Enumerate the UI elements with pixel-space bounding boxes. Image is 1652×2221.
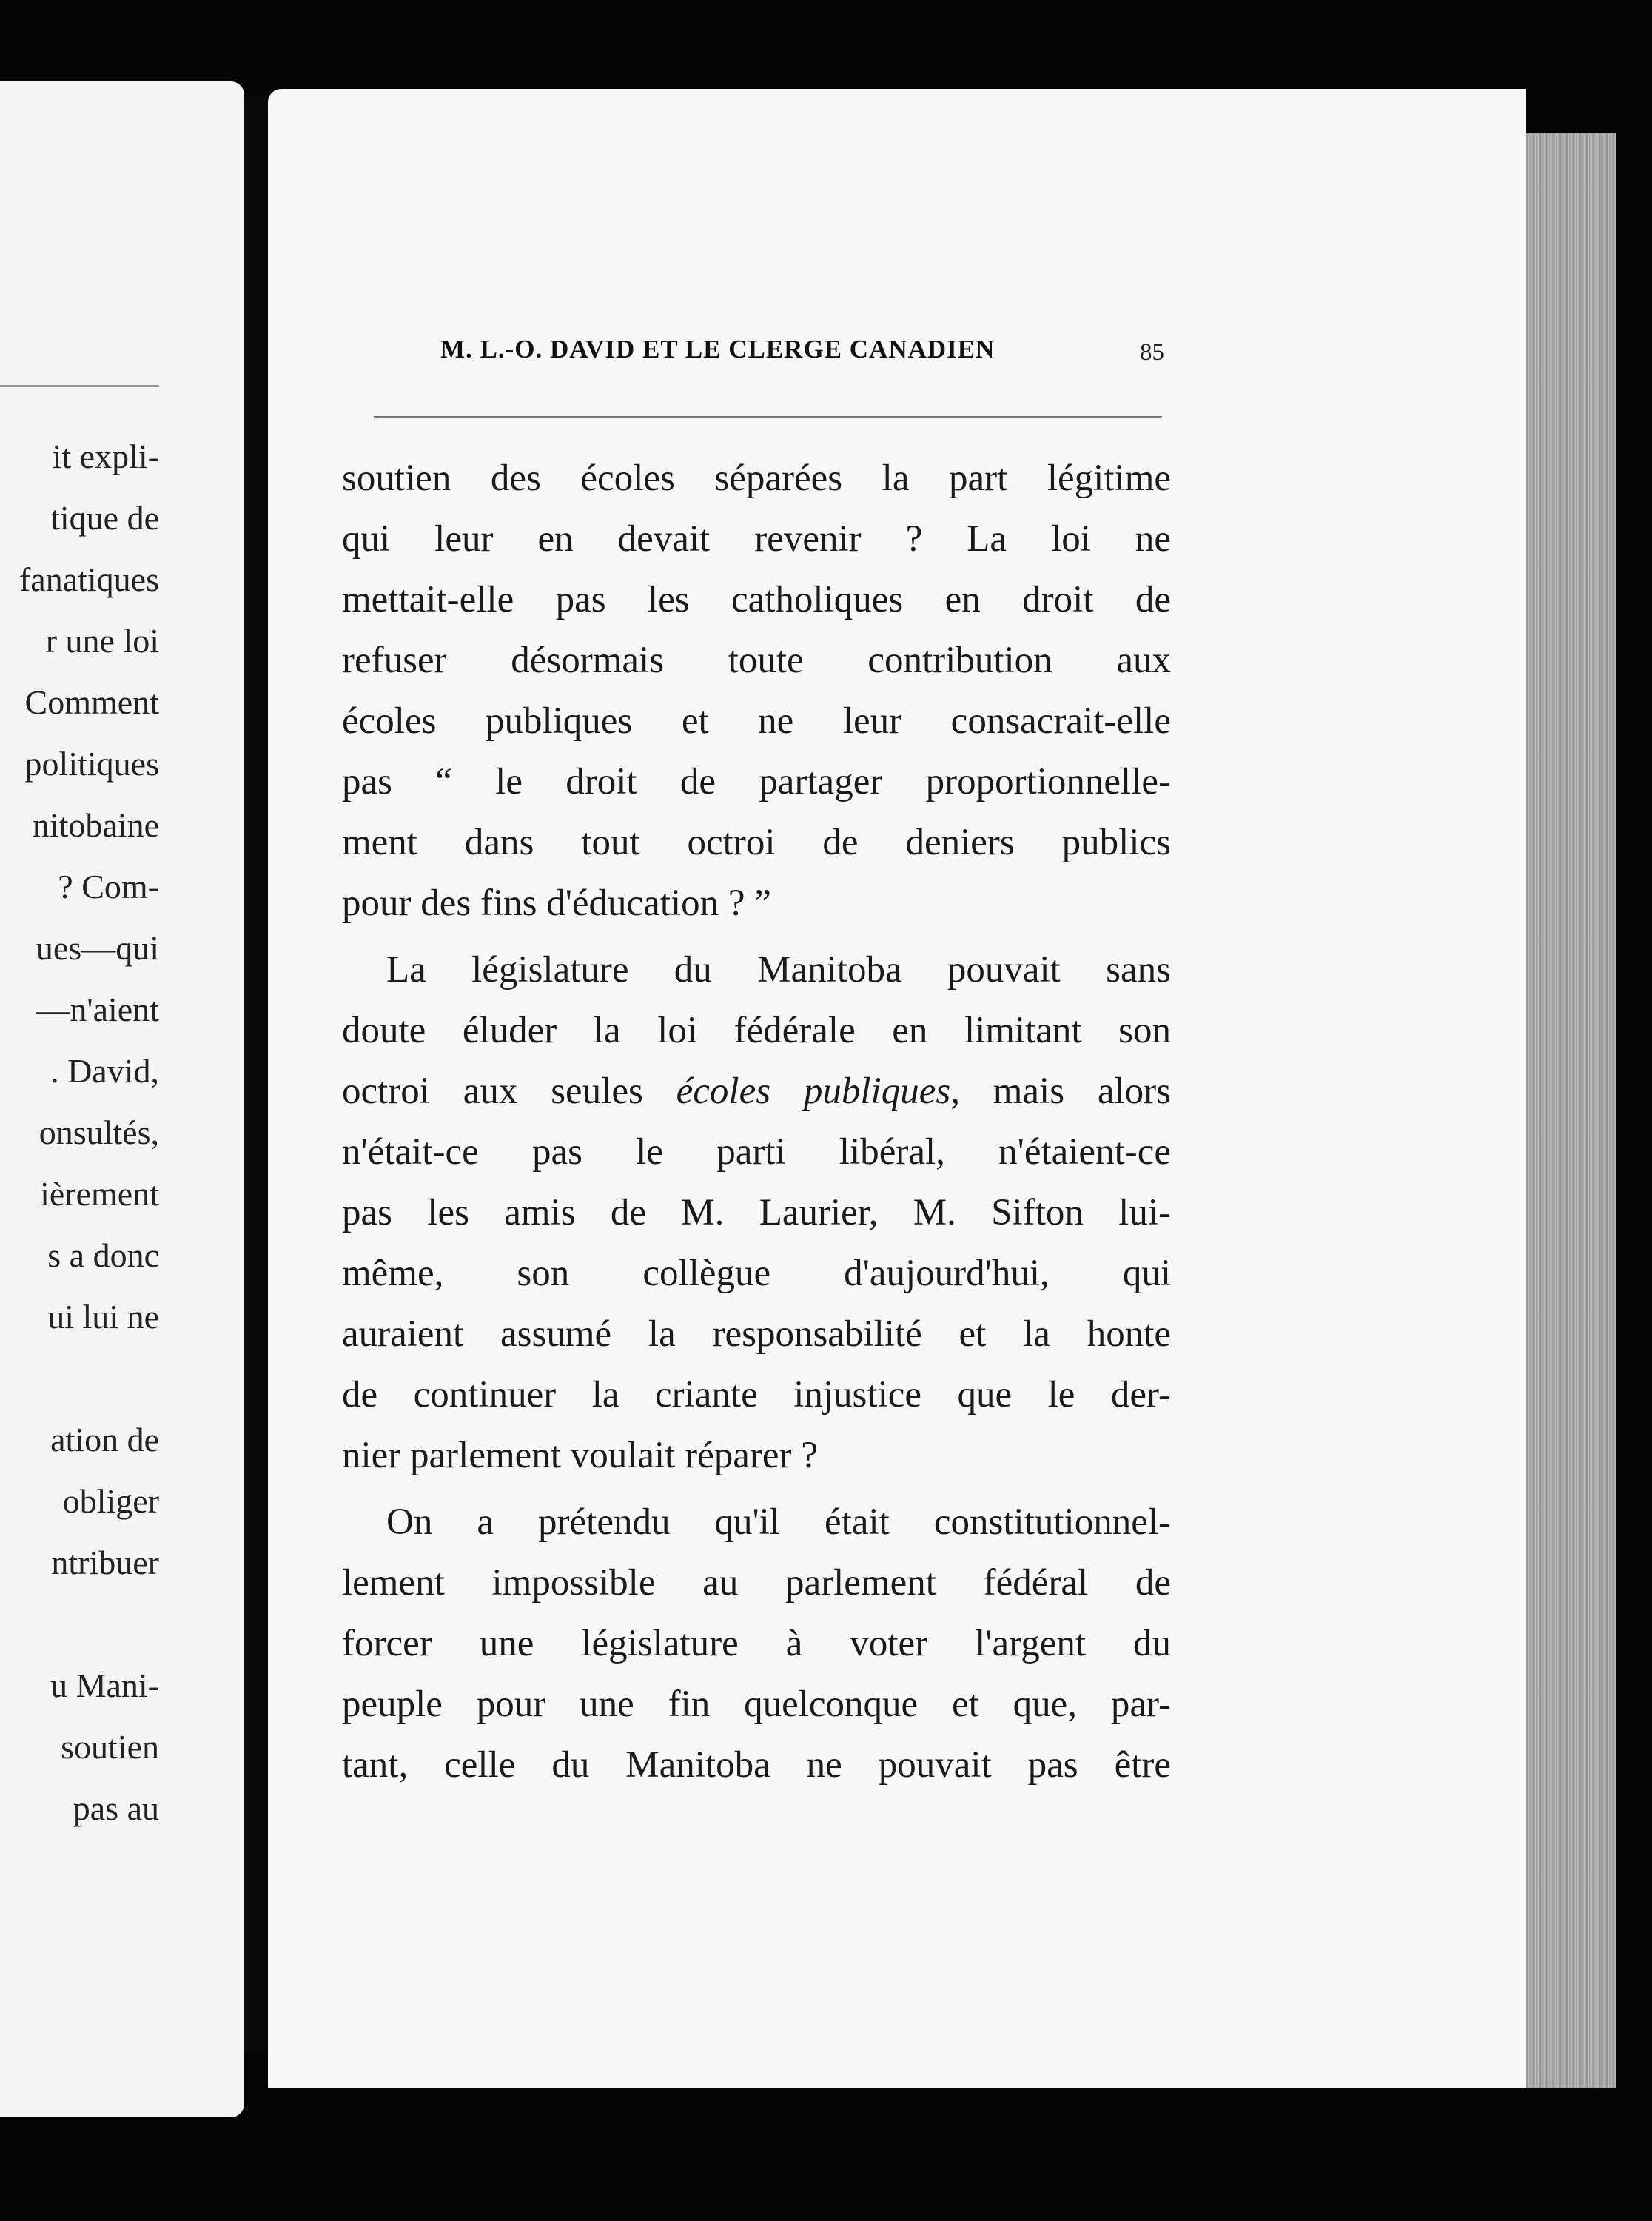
left-page-line: ation de	[50, 1421, 159, 1458]
left-page-line: Comment	[24, 683, 159, 721]
text-line: de continuer la criante injustice que le der-	[342, 1374, 1171, 1416]
text-span: mais alors	[959, 1071, 1172, 1112]
text-span: octroi aux seules	[342, 1071, 676, 1112]
left-page-line: . David,	[50, 1052, 159, 1090]
text-line	[342, 1061, 1171, 1122]
text-line: forcer une législature à voter l'argent du	[342, 1623, 1171, 1664]
paragraph-1	[342, 448, 1171, 934]
text-line: écoles publiques et ne leur consacrait-elle	[342, 700, 1171, 742]
left-page-line: pas au	[73, 1789, 159, 1827]
left-page-line: ? Com-	[58, 868, 159, 905]
left-page-line: soutien	[61, 1728, 159, 1766]
left-page-line: s a donc	[47, 1236, 159, 1274]
text-line: mettait-elle pas les catholiques en droit de	[342, 579, 1171, 620]
text-line: n'était-ce pas le parti libéral, n'étaient-ce	[342, 1131, 1171, 1173]
text-line: peuple pour une fin quelconque et que, par-	[342, 1684, 1171, 1725]
running-head: M. L.-O. DAVID ET LE CLERGE CANADIEN	[440, 335, 995, 364]
left-page-line: ièrement	[40, 1175, 159, 1213]
italic-phrase: écoles publiques,	[676, 1071, 960, 1112]
text-line: soutien des écoles séparées la part légitime	[342, 458, 1171, 499]
paragraph-3	[342, 1492, 1171, 1795]
left-page-line: u Mani-	[50, 1666, 159, 1704]
page-number: 85	[1140, 339, 1164, 366]
text-line: qui leur en devait revenir ? La loi ne	[342, 518, 1171, 560]
text-line: lement impossible au parlement fédéral de	[342, 1562, 1171, 1604]
left-page-line: ues—qui	[36, 929, 159, 967]
left-page-line: ui lui ne	[47, 1298, 159, 1336]
left-page-line: nitobaine	[32, 806, 159, 844]
left-page-line: ntribuer	[51, 1544, 159, 1581]
text-line: pas “ le droit de partager proportionnelle-	[342, 761, 1171, 803]
text-line: pas les amis de M. Laurier, M. Sifton lui-	[342, 1192, 1171, 1233]
text-line: On a prétendu qu'il était constitutionnel-	[386, 1501, 1171, 1543]
text-line: La législature du Manitoba pouvait sans	[386, 949, 1171, 991]
left-page-line: obliger	[62, 1482, 159, 1520]
left-page-line: —n'aient	[36, 991, 159, 1028]
left-page-line: politiques	[24, 745, 159, 783]
body-text	[342, 448, 1171, 1795]
text-line: ment dans tout octroi de deniers publics	[342, 822, 1171, 863]
text-line: nier parlement voulait réparer ?	[342, 1435, 818, 1476]
text-line: tant, celle du Manitoba ne pouvait pas être	[342, 1744, 1171, 1786]
text-line: pour des fins d'éducation ? ”	[342, 882, 771, 924]
book-gutter	[244, 96, 271, 2051]
left-page-line: it expli-	[52, 438, 159, 475]
left-page-line: onsultés,	[38, 1113, 159, 1151]
text-line: refuser désormais toute contribution aux	[342, 640, 1171, 681]
text-line: même, son collègue d'aujourd'hui, qui	[342, 1253, 1171, 1294]
left-page-rule	[0, 385, 159, 387]
header-rule	[374, 416, 1162, 418]
left-page-line: tique de	[50, 499, 159, 537]
left-page-line: r une loi	[45, 622, 159, 660]
text-line: auraient assumé la responsabilité et la honte	[342, 1313, 1171, 1355]
left-page-line: fanatiques	[19, 560, 159, 598]
text-line: doute éluder la loi fédérale en limitant son	[342, 1010, 1171, 1051]
paragraph-2	[342, 939, 1171, 1486]
